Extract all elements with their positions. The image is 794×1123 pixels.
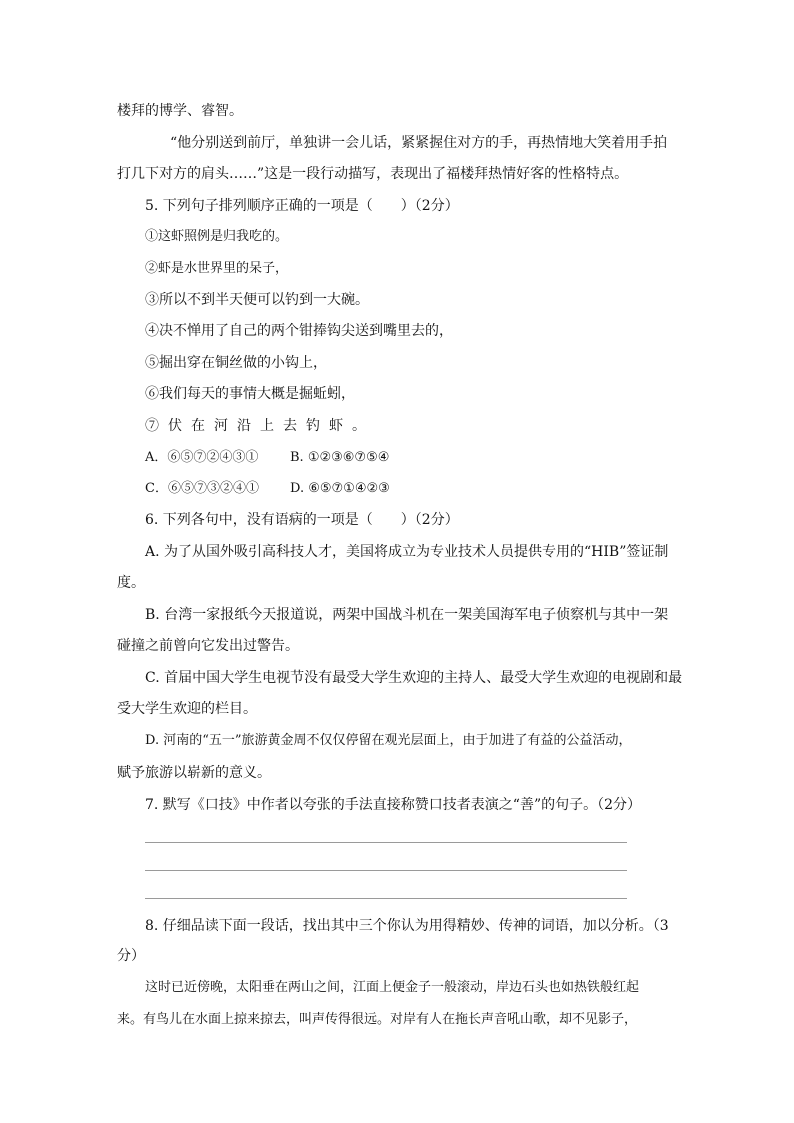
- question-7-stem: 7. 默写《口技》中作者以夸张的手法直接称赞口技者表演之“善”的句子。（2分）: [145, 797, 642, 813]
- option-a-line-1: A. 为了从国外吸引高科技人才，美国将成立为专业技术人员提供专用的“HIB”签证制: [145, 544, 669, 560]
- sentence-2: ②虾是水世界里的呆子，: [145, 261, 289, 276]
- option-b-line-1: B. 台湾一家报纸今天报道说，两架中国战斗机在一架美国海军电子侦察机与其中一架: [145, 607, 669, 623]
- option-a-line-2: 度。: [117, 575, 145, 591]
- option-a: A．⑥⑤⑦②④③①: [145, 450, 259, 465]
- sentence-1: ①这虾照例是归我吃的。: [145, 229, 289, 244]
- question-6-stem: 6. 下列各句中，没有语病的一项是（ ）（2分）: [145, 512, 459, 528]
- question-5-stem: 5. 下列句子排列顺序正确的一项是（ ）（2分）: [145, 198, 459, 214]
- question-8-stem: 8. 仔细品读下面一段话，找出其中三个你认为用得精妙、传神的词语，加以分析。（3: [145, 918, 669, 934]
- passage-line-2: 来。有鸟儿在水面上掠来掠去，叫声传得很远。对岸有人在拖长声音吼山歌，却不见影子，: [117, 1012, 638, 1027]
- passage-line-1: 这时已近傍晚，太阳垂在两山之间，江面上便金子一般滚动，岸边石头也如热铁般红起: [145, 980, 640, 995]
- option-c: C．⑥⑤⑦③②④①: [145, 481, 259, 496]
- option-d-line-1: D. 河南的“五一”旅游黄金周不仅仅停留在观光层面上，由于加进了有益的公益活动，: [145, 733, 632, 748]
- option-b: B. ①②③⑥⑦⑤④: [290, 450, 390, 465]
- sentence-3: ③所以不到半天便可以钓到一大碗。: [145, 292, 369, 308]
- option-c-line-1: C. 首届中国大学生电视节没有最受大学生欢迎的主持人、最受大学生欢迎的电视剧和最: [145, 670, 683, 686]
- text-line: “他分别送到前厅，单独讲一会儿话，紧紧握住对方的手，再热情地大笑着用手拍: [170, 135, 668, 151]
- sentence-5: ⑤掘出穿在铜丝做的小钩上，: [145, 355, 327, 371]
- sentence-7: ⑦伏在河沿上去钓虾。: [145, 418, 375, 434]
- sentence-6: ⑥我们每天的事情大概是掘蚯蚓，: [145, 386, 355, 402]
- sentence-4: ④决不惮用了自己的两个钳捧钩尖送到嘴里去的，: [145, 323, 453, 339]
- question-8-stem-cont: 分）: [117, 948, 145, 964]
- option-d: D. ⑥⑤⑦①④②③: [290, 481, 390, 496]
- option-d-line-2: 赋予旅游以崭新的意义。: [117, 765, 271, 781]
- text-line: 楼拜的博学、睿智。: [117, 103, 243, 119]
- answer-line: [145, 870, 627, 871]
- answer-line: [145, 842, 627, 843]
- text-line: 打几下对方的肩头……”这是一段行动描写，表现出了福楼拜热情好客的性格特点。: [117, 166, 629, 182]
- option-c-line-2: 受大学生欢迎的栏目。: [117, 701, 257, 717]
- answer-line: [145, 898, 627, 899]
- option-b-line-2: 碰撞之前曾向它发出过警告。: [117, 638, 299, 654]
